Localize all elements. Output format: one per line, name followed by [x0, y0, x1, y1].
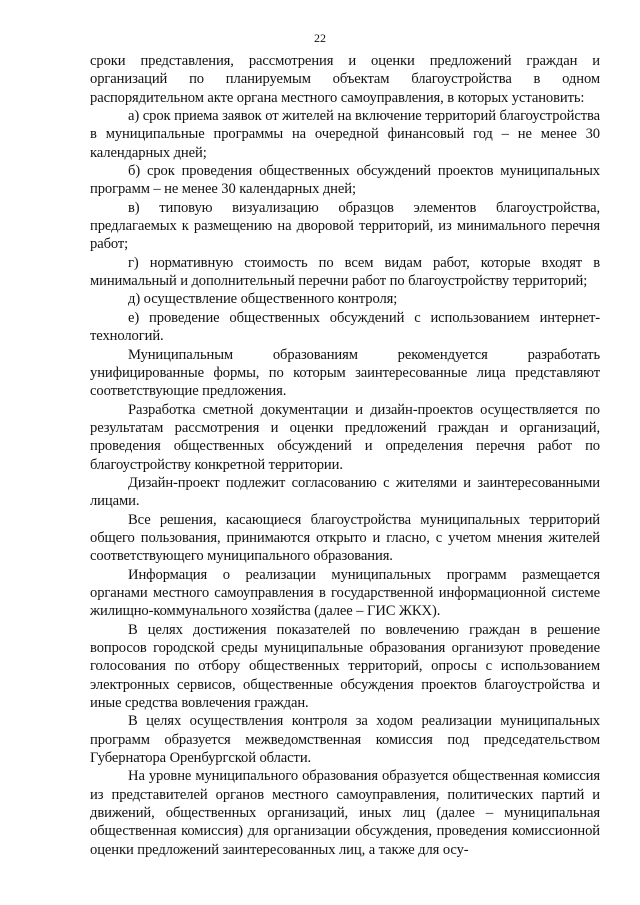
- paragraph: На уровне муниципального образования образуется общественная комиссия из представителей органов местного самоуправления, политических партий и движений, общественных организаций, иных лиц (далее – муниципальная общественная комиссия) для организации обсуждения, проведения комиссионной оценки предложений заинтересованных лиц, а также для осу-: [90, 768, 600, 858]
- paragraph: Разработка сметной документации и дизайн-проектов осуществляется по результатам рассмотрения и оценки предложений граждан и организаций, проведения общественных обсуждений и определения перечня работ по благоустройству конкретной территории.: [90, 401, 600, 473]
- list-item-e: е) проведение общественных обсуждений с использованием интернет-технологий.: [90, 309, 600, 345]
- list-item-b: б) срок проведения общественных обсуждений проектов муниципальных программ – не менее 30 календарных дней;: [90, 163, 600, 198]
- paragraph: Информация о реализации муниципальных программ размещается органами местного самоуправления в государственной информационной системе жилищно-коммунального хозяйства (далее – ГИС ЖКХ).: [90, 566, 600, 620]
- paragraph: В целях достижения показателей по вовлечению граждан в решение вопросов городской среды муниципальные образования организуют проведение голосования по отбору общественных территорий, опросы с использованием электронных сервисов, общественные обсуждения проектов благоустройства и иные средства вовлечения граждан.: [90, 621, 600, 712]
- paragraph: Все решения, касающиеся благоустройства муниципальных территорий общего пользования, принимаются открыто и гласно, с учетом мнения жителей соответствующего муниципального образования.: [90, 511, 600, 565]
- paragraph: Дизайн-проект подлежит согласованию с жителями и заинтересованными лицами.: [90, 474, 600, 510]
- paragraph: В целях осуществления контроля за ходом реализации муниципальных программ образуется межведомственная комиссия под председательством Губернатора Оренбургской области.: [90, 713, 600, 767]
- document-body: [90, 52, 600, 859]
- paragraph: сроки представления, рассмотрения и оценки предложений граждан и организаций по планируемым объектам благоустройства в одном распорядительном акте органа местного самоуправления, в которых установить:: [90, 53, 600, 106]
- page-number: 22: [314, 31, 326, 45]
- list-item-a: а) срок приема заявок от жителей на включение территорий благоустройства в муниципальные программы на очередной финансовый год – не менее 30 календарных дней;: [90, 108, 600, 161]
- list-item-g: г) нормативную стоимость по всем видам работ, которые входят в минимальный и дополнительный перечни работ по благоустройству территорий;: [90, 254, 600, 290]
- list-item-v: в) типовую визуализацию образцов элементов благоустройства, предлагаемых к размещению на дворовой территорий, из минимального перечня работ;: [90, 199, 600, 253]
- paragraph: Муниципальным образованиям рекомендуется разработать унифицированные формы, по которым заинтересованные лица представляют соответствующие предложения.: [90, 346, 600, 400]
- list-item-d: д) осуществление общественного контроля;: [128, 291, 398, 308]
